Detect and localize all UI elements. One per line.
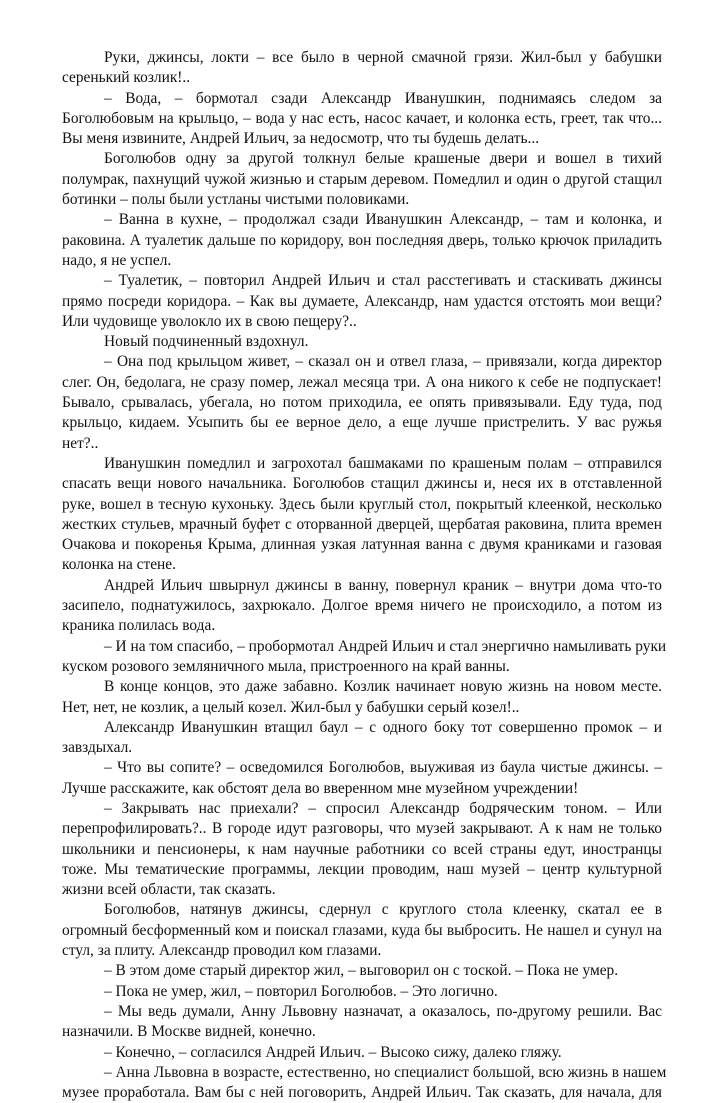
text-line: руке, вошел в тесную кухоньку. Здесь были круглый стол, покрытый клеенкой, несколько bbox=[62, 495, 662, 513]
text-line: Очакова и покоренья Крыма, длинная узкая латунная ванна с двумя краниками и газовая bbox=[62, 536, 662, 554]
text-line: краника полилась вода. bbox=[62, 617, 216, 635]
text-line: стул, за плиту. Александр проводил ком глазами. bbox=[62, 942, 382, 960]
text-line: колонка на стене. bbox=[62, 556, 176, 574]
text-line: – Мы ведь думали, Анну Львовну назначат, а оказалось, по-другому решили. Вас bbox=[104, 1002, 662, 1020]
text-line: жизни всей области, так сказать. bbox=[62, 881, 276, 899]
text-line: засипело, поднатужилось, захрюкало. Долгое время ничего не происходило, а потом из bbox=[62, 597, 662, 615]
text-line: Или чудовище уволокло их в свою пещеру?.. bbox=[62, 312, 357, 330]
text-line: – И на том спасибо, – пробормотал Андрей Ильич и стал энергично намыливать руки bbox=[104, 637, 667, 655]
text-line: спасать вещи нового начальника. Боголюбов стащил джинсы и, неся их в отставленной bbox=[62, 475, 662, 493]
text-line: – Конечно, – согласился Андрей Ильич. – Высоко сижу, далеко гляжу. bbox=[104, 1043, 562, 1061]
text-line: Новый подчиненный вздохнул. bbox=[104, 333, 309, 351]
text-line: перепрофилировать?.. В городе идут разговоры, что музей закрывают. А к нам не только bbox=[62, 820, 662, 838]
text-line: куском розового земляничного мыла, пристроенного на край ванны. bbox=[62, 657, 510, 675]
text-line: огромный бесформенный ком и поискал глазами, куда бы выбросить. Не нашел и сунул на bbox=[62, 921, 662, 939]
text-line: – Пока не умер, жил, – повторил Боголюбов. – Это логично. bbox=[104, 982, 498, 1000]
text-line: – Что вы сопите? – осведомился Боголюбов, выуживая из баула чистые джинсы. – bbox=[104, 759, 662, 777]
text-line: назначили. В Москве видней, конечно. bbox=[62, 1023, 316, 1041]
text-line: Александр Иванушкин втащил баул – с одного боку тот совершенно промок – и bbox=[104, 718, 662, 736]
text-line: ботинки – полы были устланы чистыми половиками. bbox=[62, 191, 410, 209]
text-line: полумрак, пахнущий чужой жизнью и старым деревом. Помедлил и один о другой стащил bbox=[62, 170, 662, 188]
text-line: Вы меня извините, Андрей Ильич, за недосмотр, что ты будешь делать... bbox=[62, 130, 540, 148]
text-line: – Закрывать нас приехали? – спросил Александр бодряческим тоном. – Или bbox=[104, 799, 662, 817]
text-line: Боголюбов, натянув джинсы, сдернул с круглого стола клеенку, скатал ее в bbox=[104, 901, 662, 919]
text-line: Лучше расскажите, как обстоят дела во вверенном мне музейном учреждении! bbox=[62, 779, 579, 797]
text-line: музее проработала. Вам бы с ней поговорить, Андрей Ильич. Так сказать, для начала, для bbox=[62, 1084, 662, 1102]
text-line: серенький козлик!.. bbox=[62, 69, 191, 87]
text-line: нет?.. bbox=[62, 434, 99, 452]
text-line: – Туалетик, – повторил Андрей Ильич и стал расстегивать и стаскивать джинсы bbox=[104, 272, 662, 290]
text-line: раковина. А туалетик дальше по коридору, вон последняя дверь, только крючок приладить bbox=[62, 231, 662, 249]
text-line: Бывало, срывалась, убегала, но потом приходила, ее опять привязывали. Еду туда, под bbox=[62, 394, 662, 412]
text-line: надо, я не успел. bbox=[62, 251, 172, 269]
text-line: жестких стульев, мрачный буфет с оторванной дверцей, щербатая раковина, плита времен bbox=[62, 515, 662, 533]
text-line: – Ванна в кухне, – продолжал сзади Иванушкин Александр, – там и колонка, и bbox=[104, 211, 662, 229]
text-line: школьники и пенсионеры, к нам научные работники со всей страны едут, иностранцы bbox=[62, 840, 662, 858]
text-line: слег. Он, бедолага, не сразу помер, лежал месяца три. А она никого к себе не подпускает! bbox=[62, 373, 662, 391]
text-body bbox=[62, 48, 667, 1103]
text-line: Иванушкин помедлил и загрохотал башмаками по крашеным полам – отправился bbox=[104, 454, 662, 472]
text-line: завздыхал. bbox=[62, 739, 133, 757]
text-line: – Вода, – бормотал сзади Александр Иванушкин, поднимаясь следом за bbox=[104, 89, 662, 107]
text-line: прямо посреди коридора. – Как вы думаете, Александр, нам удастся отстоять мои вещи? bbox=[62, 292, 662, 310]
text-line: Руки, джинсы, локти – все было в черной смачной грязи. Жил-был у бабушки bbox=[104, 49, 662, 66]
text-line: крыльцо, кидаем. Усыпить бы ее верное дело, а еще лучше пристрелить. У вас ружья bbox=[62, 414, 662, 432]
text-line: – Она под крыльцом живет, – сказал он и отвел глаза, – привязали, когда директор bbox=[104, 353, 662, 371]
text-line: тоже. Мы тематические программы, лекции проводим, наш музей – центр культурной bbox=[62, 860, 662, 878]
text-line: Андрей Ильич швырнул джинсы в ванну, повернул краник – внутри дома что-то bbox=[104, 576, 662, 594]
text-line: – В этом доме старый директор жил, – выговорил он с тоской. – Пока не умер. bbox=[104, 962, 619, 980]
text-line: Нет, нет, не козлик, а целый козел. Жил-был у бабушки серый козел!.. bbox=[62, 698, 520, 716]
text-line: – Анна Львовна в возрасте, естественно, но специалист большой, всю жизнь в нашем bbox=[104, 1063, 667, 1081]
text-line: Боголюбовым на крыльцо, – вода у нас есть, насос качает, и колонка есть, греет, так что... bbox=[62, 109, 662, 127]
text-line: Боголюбов одну за другой толкнул белые крашеные двери и вошел в тихий bbox=[104, 150, 662, 168]
text-line: В конце концов, это даже забавно. Козлик начинает новую жизнь на новом месте. bbox=[104, 678, 662, 696]
